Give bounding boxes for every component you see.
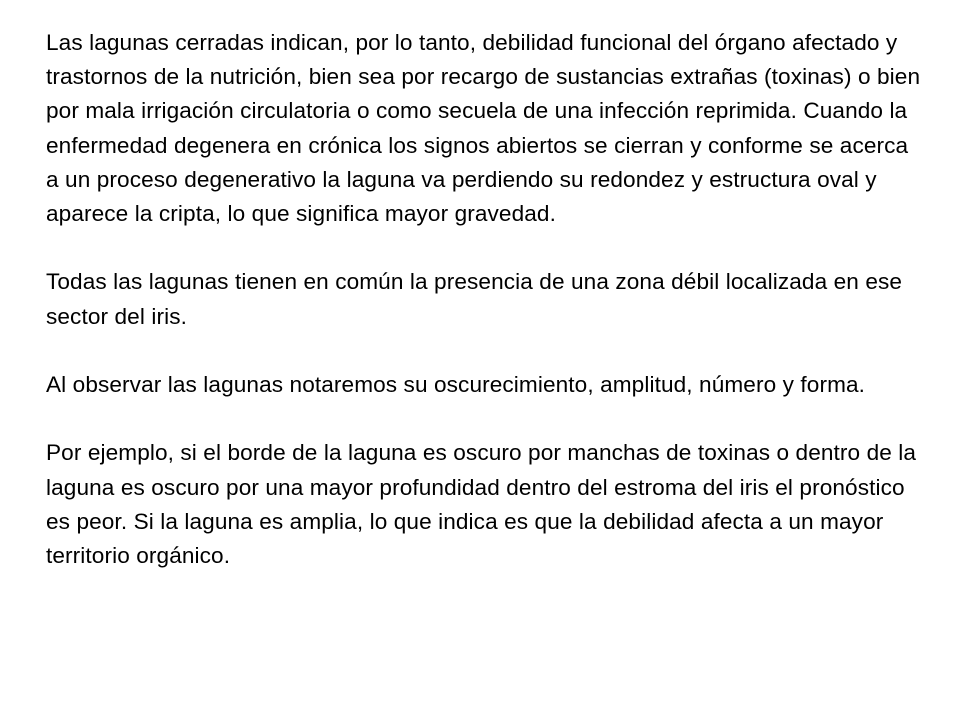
paragraph-observar-lagunas: Al observar las lagunas notaremos su oscurecimiento, amplitud, número y forma. <box>46 372 866 397</box>
paragraph-lagunas-cerradas: Las lagunas cerradas indican, por lo tanto, debilidad funcional del órgano afectado y trastornos de la nutrición, bien sea por recargo de sustancias extrañas (toxinas) o bien por mala irrigación circulatoria o como secuela de una infección reprimida. Cuando la enfermedad degenera en crónica los signos abiertos se cierran y conforme se acerca a un proceso degenerativo la laguna va perdiendo su redondez y estructura oval y aparece la cripta, lo que significa mayor gravedad. <box>46 30 921 227</box>
paragraph-zona-debil: Todas las lagunas tienen en común la presencia de una zona débil localizada en ese sector del iris. <box>46 269 903 329</box>
paragraph-pronostico: Por ejemplo, si el borde de la laguna es oscuro por manchas de toxinas o dentro de la laguna es oscuro por una mayor profundidad dentro del estroma del iris el pronóstico es peor. Si la laguna es amplia, lo que indica es que la debilidad afecta a un mayor territorio orgánico. <box>46 440 917 568</box>
slide-text-block <box>46 26 926 573</box>
